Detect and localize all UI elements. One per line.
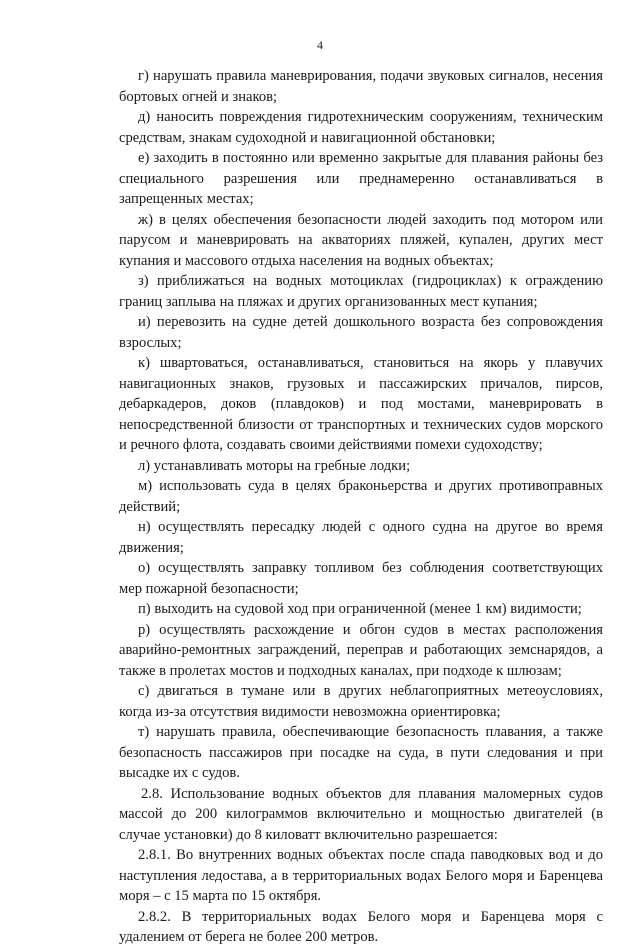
paragraph-i: и) перевозить на судне детей дошкольного возраста без сопровождения взрослых; bbox=[119, 314, 603, 351]
paragraph-l: л) устанавливать моторы на гребные лодки; bbox=[138, 457, 411, 474]
document-body bbox=[119, 66, 603, 948]
paragraph-p: п) выходить на судовой ход при ограниченной (менее 1 км) видимости; bbox=[138, 601, 582, 617]
paragraph-r: р) осуществлять расхождение и обгон судов в местах расположения аварийно-ремонтных заграждений, переправ и работающих земснарядов, а также в пролетах мостов и подходных каналах, при подходе к шлюзам; bbox=[119, 621, 603, 679]
paragraph-s: с) двигаться в тумане или в других неблагоприятных метеоусловиях, когда из-за отсутствия видимости невозможна ориентировка; bbox=[119, 683, 603, 720]
paragraph-t: т) нарушать правила, обеспечивающие безопасность плавания, а также безопасность пассажиров при посадке на суда, в пути следования и при высадке их с судов. bbox=[119, 724, 603, 781]
section-2-8-1: 2.8.1. Во внутренних водных объектах после спада паводковых вод и до наступления ледостава, а в территориальных водах Белого моря и Баренцева моря – с 15 марта по 15 октября. bbox=[119, 847, 603, 904]
page-number: 4 bbox=[317, 38, 323, 52]
paragraph-n: н) осуществлять пересадку людей с одного судна на другое во время движения; bbox=[119, 519, 603, 556]
paragraph-zh: ж) в целях обеспечения безопасности людей заходить под мотором или парусом и маневрировать на акваториях пляжей, купален, других мест купания и массового отдыха населения на водных объектах; bbox=[119, 211, 603, 269]
paragraph-o: о) осуществлять заправку топливом без соблюдения соответствующих мер пожарной безопасности; bbox=[119, 560, 603, 597]
paragraph-g: г) нарушать правила маневрирования, подачи звуковых сигналов, несения бортовых огней и знаков; bbox=[119, 68, 603, 105]
paragraph-z: з) приближаться на водных мотоциклах (гидроциклах) к ограждению границ заплыва на пляжах и других организованных мест купания; bbox=[119, 273, 603, 310]
paragraph-k: к) швартоваться, останавливаться, становиться на якорь у плавучих навигационных знаков, грузовых и пассажирских причалов, пирсов, дебаркадеров, доков (плавдоков) и под мостами, маневрировать в непосредственной близости от транспортных и технических судов морского и речного флота, создавать своими действиями помехи судоходству; bbox=[119, 355, 603, 453]
paragraph-m: м) использовать суда в целях браконьерства и других противоправных действий; bbox=[119, 478, 603, 515]
paragraph-d: д) наносить повреждения гидротехническим сооружениям, техническим средствам, знакам судоходной и навигационной обстановки; bbox=[119, 109, 603, 146]
section-2-8: 2.8. Использование водных объектов для плавания маломерных судов массой до 200 килограммов включительно и мощностью двигателей (в случае установки) до 8 киловатт включительно разрешается: bbox=[119, 785, 603, 843]
paragraph-e: е) заходить в постоянно или временно закрытые для плавания районы без специального разрешения или преднамеренно останавливаться в запрещенных местах; bbox=[119, 150, 603, 207]
section-2-8-2: 2.8.2. В территориальных водах Белого моря и Баренцева моря с удалением от берега не более 200 метров. bbox=[119, 908, 603, 945]
